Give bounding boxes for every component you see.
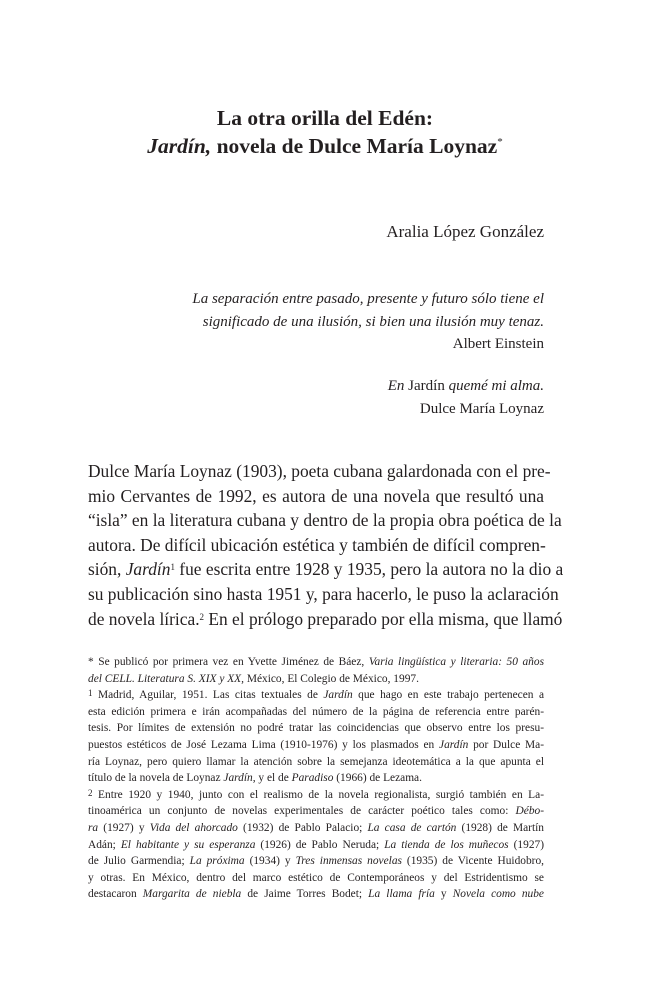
- note-italic: Varia lingüística y literaria: 50 años: [368, 656, 545, 668]
- epigraph-quote-part: quemé mi alma.: [444, 378, 544, 394]
- article-title-line-2: [0, 132, 650, 160]
- epigraph-quote-part: En: [387, 378, 409, 394]
- author-name: Aralia López González: [386, 222, 544, 241]
- note-text: (1927): [508, 838, 544, 851]
- body-line: su publicación sino hasta 1951 y, para hacerlo, le puso la aclaración: [88, 583, 559, 604]
- note-italic: Jardín,: [223, 772, 256, 785]
- note-italic: Débo-: [515, 805, 544, 818]
- footnote-ref: 1: [170, 562, 175, 573]
- epigraph-quote-title: Jardín: [408, 378, 445, 394]
- epigraph-line: La separación entre pasado, presente y futuro sólo tiene el: [192, 291, 544, 307]
- note-italic: La casa de cartón: [367, 821, 457, 834]
- note-italic: ra: [88, 821, 99, 834]
- article-title-line-1: La otra orilla del Edén:: [216, 106, 434, 130]
- footnote-line: esta edición primera e irán acompañadas del número de la página de referencia entre parén-: [88, 705, 544, 718]
- body-line: [88, 607, 563, 632]
- epigraph-einstein: [184, 288, 544, 356]
- title-rest: novela de Dulce María Loynaz: [211, 134, 498, 158]
- footnote-ref: 2: [199, 611, 205, 622]
- body-line: [88, 557, 564, 582]
- note-italic: del CELL. Literatura S. XIX y XX,: [88, 672, 244, 685]
- footnote-line: [88, 671, 544, 688]
- note-italic: Vida del ahorcado: [149, 821, 238, 834]
- note-text: por Dulce Ma-: [468, 738, 544, 751]
- note-italic: Jardín: [323, 689, 353, 702]
- footnote-line: [88, 770, 544, 787]
- note-text: y el de: [255, 772, 292, 785]
- note-text: de Julio Garmendia;: [88, 855, 190, 868]
- note-text: que hago en este trabajo pertenecen a: [352, 689, 545, 702]
- body-paragraph: [88, 459, 564, 631]
- epigraph-loynaz: [244, 375, 544, 420]
- note-text: * Se publicó por primera vez en Yvette Jiménez de Báez,: [88, 656, 369, 668]
- note-italic: Tres inmensas novelas: [295, 855, 402, 868]
- body-text: sión,: [88, 559, 126, 580]
- footnote-line: tesis. Por límites de extensión no podré tratar las coincidencias que observo entre los presu-: [88, 722, 544, 735]
- note-text: México, El Colegio de México, 1997.: [243, 672, 419, 685]
- note-text: de Jaime Torres Bodet;: [241, 888, 369, 901]
- note-italic: Margarita de niebla: [142, 888, 242, 901]
- note-text: Madrid, Aguilar, 1951. Las citas textuales de: [92, 689, 324, 702]
- note-text: (1934) y: [244, 855, 296, 868]
- note-text: (1927) y: [98, 821, 150, 834]
- footnote-line: [88, 787, 544, 804]
- footnote-number: 1: [88, 688, 93, 699]
- body-italic-title: Jardín: [125, 559, 171, 580]
- footnote-line: y otras. En México, dentro del marco estético de Contemporáneos y del Estridentismo se: [88, 871, 544, 884]
- note-text: (1928) de Martín: [456, 821, 544, 834]
- footnotes: [88, 654, 544, 903]
- body-line: “isla” en la literatura cubana y dentro de la propia obra poética de la: [88, 510, 562, 531]
- body-text: de novela lírica.: [88, 608, 200, 629]
- note-text: Entre 1920 y 1940, junto con el realismo de la novela regionalista, surgió también en La-: [92, 788, 544, 801]
- footnote-line: [88, 737, 544, 754]
- note-italic: La próxima: [189, 855, 245, 868]
- body-line: autora. De difícil ubicación estética y también de difícil compren-: [88, 534, 546, 555]
- title-footnote-mark: *: [497, 136, 503, 148]
- footnote-line: [88, 837, 544, 854]
- body-line: mio Cervantes de 1992, es autora de una novela que resultó una: [88, 485, 544, 506]
- title-italic-work: Jardín,: [147, 134, 212, 158]
- body-text: fue escrita entre 1928 y 1935, pero la autora no la dio a: [174, 559, 564, 580]
- note-text: (1926) de Pablo Neruda;: [255, 838, 385, 851]
- body-text: En el prólogo preparado por ella misma, que llamó: [204, 608, 563, 629]
- footnote-line: [88, 654, 544, 671]
- epigraph-line: significado de una ilusión, si bien una ilusión muy tenaz.: [202, 313, 544, 330]
- footnote-line: [88, 687, 544, 704]
- note-italic: La tienda de los muñecos: [384, 838, 509, 851]
- epigraph-quote: [244, 375, 544, 398]
- body-line: Dulce María Loynaz (1903), poeta cubana galardonada con el pre-: [88, 461, 551, 481]
- footnote-line: [88, 820, 544, 837]
- footnote-line: [88, 803, 544, 820]
- note-italic: El habitante y su esperanza: [120, 838, 256, 851]
- footnote-line: [88, 853, 544, 870]
- note-text: (1966) de Lezama.: [333, 772, 422, 785]
- footnote-line: ría Loynaz, pero quiero llamar la atención sobre la semejanza ideotemática a la que apunta el: [88, 755, 544, 768]
- epigraph-attribution: Dulce María Loynaz: [419, 400, 544, 417]
- note-text: destacaron: [88, 888, 143, 901]
- note-italic: Novela como nube: [452, 888, 544, 901]
- note-text: título de la novela de Loynaz: [88, 772, 224, 785]
- note-text: y: [434, 888, 453, 901]
- note-text: puestos estéticos de José Lezama Lima (1910-1976) y los plasmados en: [88, 738, 440, 751]
- footnote-number: 2: [88, 787, 93, 798]
- footnote-line: [88, 886, 544, 903]
- note-text: tinoamérica un conjunto de novelas experimentales de carácter poético tales como:: [88, 805, 516, 818]
- epigraph-attribution: Albert Einstein: [452, 336, 544, 352]
- note-italic: Jardín: [439, 738, 469, 751]
- note-text: (1935) de Vicente Huidobro,: [401, 855, 545, 868]
- note-italic: La llama fría: [368, 888, 435, 901]
- note-italic: Paradiso: [291, 772, 334, 785]
- note-text: Adán;: [88, 838, 121, 851]
- note-text: (1932) de Pablo Palacio;: [237, 821, 368, 834]
